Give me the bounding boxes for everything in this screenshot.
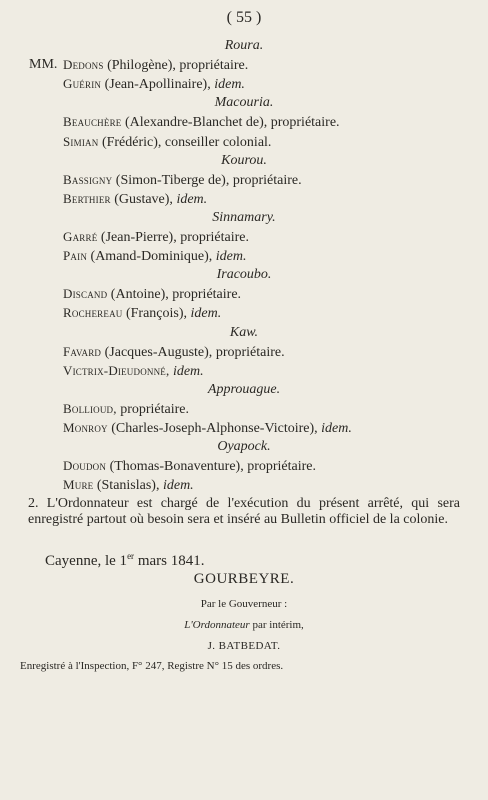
member-surname: Garré bbox=[63, 229, 98, 244]
date-superscript: er bbox=[127, 551, 135, 561]
district-heading: Sinnamary. bbox=[212, 209, 276, 225]
member-surname: Discand bbox=[63, 286, 108, 302]
member-given-name: (Jean-Pierre), bbox=[100, 230, 177, 245]
member-given-name: (François), bbox=[125, 306, 188, 322]
member-surname: Victrix-Dieudonné, bbox=[63, 362, 170, 378]
member-role: idem. bbox=[214, 77, 245, 93]
member-role: propriétaire. bbox=[172, 287, 242, 303]
governor-signature: GOURBEYRE. bbox=[193, 571, 295, 587]
member-role: propriétaire. bbox=[120, 401, 190, 417]
district-heading: Roura. bbox=[224, 38, 264, 53]
member-surname: Beauchère bbox=[63, 114, 122, 130]
member-given-name: (Jean-Apollinaire), bbox=[104, 77, 211, 93]
member-role: idem. bbox=[190, 306, 222, 322]
member-entry bbox=[63, 305, 221, 322]
ordonnateur-title: L'Ordonnateur bbox=[184, 619, 250, 631]
member-surname: Pain bbox=[63, 248, 88, 264]
member-entry bbox=[63, 344, 285, 361]
par-le-gouverneur: Par le Gouverneur : bbox=[200, 598, 288, 610]
member-given-name: (Charles-Joseph-Alphonse-Victoire), bbox=[111, 421, 318, 436]
member-role: idem. bbox=[321, 421, 352, 436]
member-role: idem. bbox=[176, 191, 208, 207]
member-entry bbox=[29, 57, 249, 74]
member-given-name: (Gustave), bbox=[114, 191, 173, 207]
date-line bbox=[45, 551, 204, 570]
district-heading: Iracoubo. bbox=[216, 267, 272, 283]
member-entry bbox=[63, 229, 249, 246]
member-surname: Mure bbox=[63, 477, 94, 493]
member-surname: Berthier bbox=[63, 190, 111, 206]
member-entry bbox=[63, 363, 204, 380]
member-role: idem. bbox=[162, 478, 194, 494]
member-surname: Bassigny bbox=[63, 171, 113, 187]
member-given-name: (Amand-Dominique), bbox=[90, 249, 213, 265]
district-heading: Kaw. bbox=[229, 324, 259, 340]
district-heading: Approuague. bbox=[207, 381, 281, 397]
ordonnateur-rest: par intérim, bbox=[252, 619, 304, 631]
member-surname: Simian bbox=[63, 133, 99, 149]
district-heading: Macouria. bbox=[214, 95, 274, 111]
member-given-name: (Alexandre-Blanchet de), bbox=[124, 115, 268, 131]
date-rest: mars 1841. bbox=[137, 553, 205, 569]
date-place: Cayenne, le 1 bbox=[45, 553, 128, 569]
member-given-name: (Thomas-Bonaventure), bbox=[109, 459, 244, 475]
mm-prefix: MM. bbox=[29, 57, 58, 73]
member-given-name: (Simon-Tiberge de), bbox=[115, 172, 230, 188]
member-role: propriétaire. bbox=[232, 172, 302, 188]
registration-footer: Enregistré à l'Inspection, F° 247, Registre N° 15 des ordres. bbox=[20, 660, 284, 672]
member-entry bbox=[63, 401, 189, 418]
member-given-name: (Philogène) bbox=[107, 58, 173, 74]
member-surname: Bollioud, bbox=[63, 400, 117, 416]
member-role: propriétaire. bbox=[247, 459, 317, 475]
member-entry bbox=[63, 114, 340, 131]
member-entry bbox=[63, 477, 194, 494]
member-role: idem. bbox=[215, 249, 247, 265]
member-entry bbox=[63, 134, 271, 151]
member-given-name: (Antoine), bbox=[110, 287, 169, 303]
member-surname: Dedons bbox=[63, 57, 104, 73]
district-heading: Oyapock. bbox=[217, 439, 271, 455]
member-surname: Guérin bbox=[63, 76, 102, 92]
member-role: propriétaire. bbox=[270, 115, 340, 131]
member-surname: Favard bbox=[63, 343, 102, 359]
member-role: propriétaire. bbox=[180, 230, 249, 245]
ordonnateur-line bbox=[0, 619, 488, 631]
member-given-name: (Frédéric), bbox=[101, 134, 162, 150]
member-given-name: (Stanislas), bbox=[96, 478, 160, 494]
member-role: , propriétaire. bbox=[172, 58, 249, 74]
page-number: ( 55 ) bbox=[226, 9, 262, 26]
member-entry bbox=[63, 420, 352, 437]
member-entry bbox=[63, 191, 207, 208]
member-surname: Doudon bbox=[63, 458, 107, 474]
member-entry bbox=[63, 172, 302, 189]
member-given-name: (Jacques-Auguste), bbox=[104, 344, 213, 360]
member-entry bbox=[63, 286, 241, 303]
member-surname: Monroy bbox=[63, 420, 108, 435]
member-role: idem. bbox=[172, 363, 204, 379]
member-entry bbox=[63, 248, 246, 265]
district-heading: Kourou. bbox=[221, 152, 267, 168]
article-paragraph: 2. L'Ordonnateur est chargé de l'exécution du présent arrêté, qui sera enregistré partout où besoin sera et inséré au Bulletin officiel de la colonie. bbox=[28, 496, 460, 527]
member-role: propriétaire. bbox=[215, 344, 285, 360]
member-entry bbox=[63, 458, 316, 475]
member-role: conseiller colonial. bbox=[164, 134, 272, 150]
ordonnateur-signature: J. BATBEDAT. bbox=[207, 640, 281, 652]
member-surname: Rochereau bbox=[63, 305, 123, 321]
member-entry bbox=[63, 76, 245, 93]
